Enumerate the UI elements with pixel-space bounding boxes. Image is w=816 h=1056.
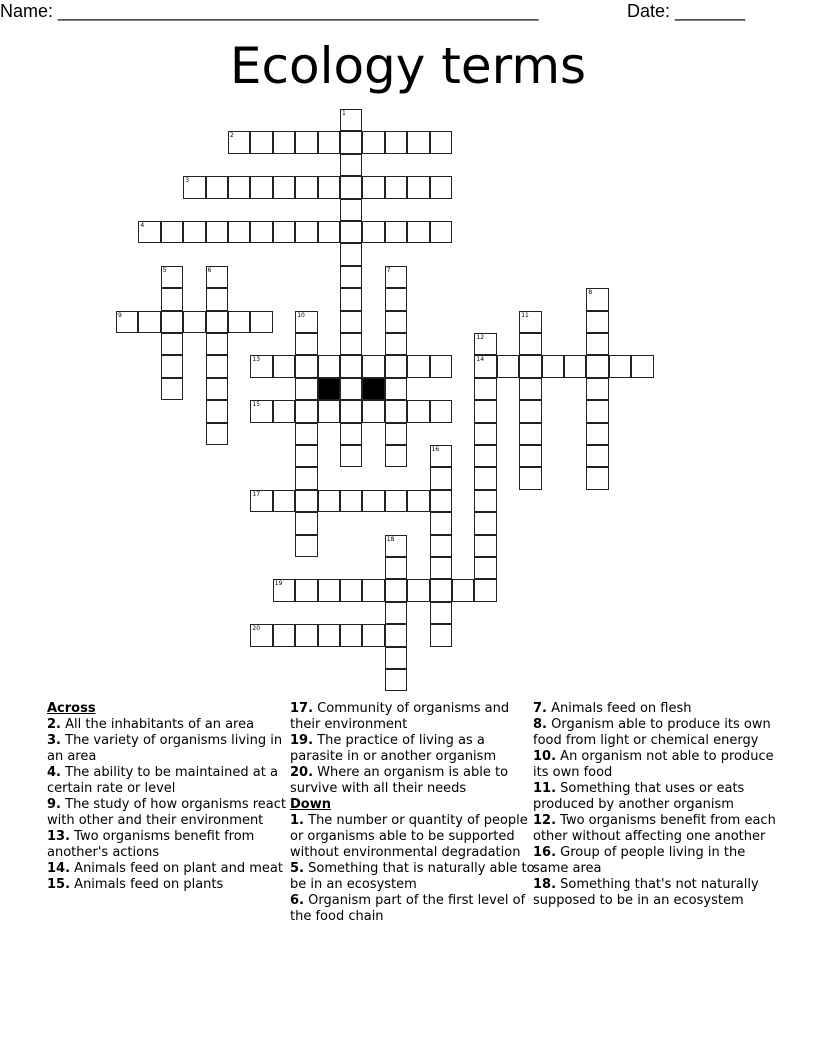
clue-text: Community of organisms and their environment <box>290 701 510 732</box>
grid-cell[interactable] <box>385 557 407 579</box>
clue-number-label: 17 <box>252 490 261 498</box>
grid-cell[interactable] <box>295 535 317 557</box>
clue-column-3 <box>533 701 778 909</box>
grid-cell[interactable] <box>385 311 407 333</box>
grid-cell[interactable] <box>362 131 384 153</box>
grid-cell[interactable] <box>385 423 407 445</box>
clue-item <box>47 717 292 733</box>
grid-cell[interactable] <box>407 221 429 243</box>
grid-cell[interactable] <box>183 176 205 198</box>
clue-item <box>47 829 292 861</box>
grid-cell[interactable] <box>385 176 407 198</box>
grid-cell[interactable] <box>273 490 295 512</box>
grid-cell[interactable] <box>385 579 407 601</box>
grid-cell[interactable] <box>519 400 541 422</box>
grid-cell[interactable] <box>116 311 138 333</box>
grid-cell[interactable] <box>362 579 384 601</box>
clue-number-label: 8 <box>588 289 593 297</box>
grid-cell[interactable] <box>407 400 429 422</box>
grid-cell[interactable] <box>161 378 183 400</box>
clue-number: 8. <box>533 717 547 732</box>
grid-cell[interactable] <box>340 311 362 333</box>
grid-cell[interactable] <box>362 176 384 198</box>
clue-text: An organism not able to produce its own food <box>533 749 774 780</box>
page-title: Ecology terms <box>229 37 587 95</box>
clue-number: 20. <box>290 765 314 780</box>
grid-cell[interactable] <box>385 669 407 691</box>
grid-cell[interactable] <box>161 355 183 377</box>
grid-cell[interactable] <box>385 131 407 153</box>
grid-cell[interactable] <box>586 445 608 467</box>
grid-cell[interactable] <box>362 400 384 422</box>
grid-cell[interactable] <box>519 333 541 355</box>
clue-text: Something that uses or eats produced by another organism <box>533 781 745 812</box>
clue-number: 2. <box>47 717 61 732</box>
grid-cell[interactable] <box>586 423 608 445</box>
grid-cell[interactable] <box>340 579 362 601</box>
clue-item <box>533 749 778 781</box>
grid-cell[interactable] <box>519 423 541 445</box>
grid-cell[interactable] <box>295 579 317 601</box>
clue-number-label: 1 <box>342 110 346 117</box>
grid-cell[interactable] <box>474 535 496 557</box>
clue-text: The study of how organisms react with other and their environment <box>47 797 286 828</box>
grid-cell[interactable] <box>206 266 228 288</box>
grid-cell[interactable] <box>385 602 407 624</box>
clue-number: 6. <box>290 893 304 908</box>
grid-cell[interactable] <box>474 445 496 467</box>
grid-cell[interactable] <box>295 445 317 467</box>
grid-cell[interactable] <box>586 378 608 400</box>
grid-cell[interactable] <box>385 355 407 377</box>
grid-cell[interactable] <box>228 221 250 243</box>
clue-number: 14. <box>47 861 71 876</box>
clue-heading: Across <box>47 701 96 716</box>
grid-cell[interactable] <box>430 400 452 422</box>
date-field[interactable]: Date: _______ <box>627 1 746 21</box>
grid-cell[interactable] <box>407 490 429 512</box>
grid-cell[interactable] <box>340 131 362 153</box>
grid-cell[interactable] <box>318 176 340 198</box>
clue-item <box>533 701 778 717</box>
grid-cell[interactable] <box>318 624 340 646</box>
clue-number-label: 14 <box>476 356 485 364</box>
clue-text: The ability to be maintained at a certain rate or level <box>47 765 278 796</box>
grid-cell[interactable] <box>340 266 362 288</box>
grid-cell[interactable] <box>340 400 362 422</box>
clue-number: 13. <box>47 829 71 844</box>
grid-cell[interactable] <box>273 579 295 601</box>
grid-cell[interactable] <box>519 311 541 333</box>
grid-cell[interactable] <box>474 423 496 445</box>
grid-cell[interactable] <box>407 131 429 153</box>
grid-cell[interactable] <box>273 221 295 243</box>
clue-item <box>290 733 535 765</box>
grid-cell[interactable] <box>385 445 407 467</box>
clue-item <box>290 813 535 861</box>
clue-item <box>533 813 778 845</box>
grid-cell[interactable] <box>385 490 407 512</box>
grid-cell[interactable] <box>519 378 541 400</box>
grid-cell[interactable] <box>474 557 496 579</box>
grid-cell[interactable] <box>183 221 205 243</box>
grid-cell[interactable] <box>295 378 317 400</box>
grid-cell[interactable] <box>430 535 452 557</box>
grid-cell[interactable] <box>161 221 183 243</box>
grid-cell[interactable] <box>295 221 317 243</box>
grid-cell[interactable] <box>385 333 407 355</box>
grid-cell[interactable] <box>206 400 228 422</box>
grid-cell[interactable] <box>407 176 429 198</box>
grid-cell[interactable] <box>295 512 317 534</box>
grid-cell[interactable] <box>340 154 362 176</box>
grid-cell[interactable] <box>295 467 317 489</box>
clue-number-label: 18 <box>386 535 395 543</box>
clue-item <box>47 733 292 765</box>
clue-text: Two organisms benefit from each other without affecting one another <box>533 813 776 844</box>
clue-text: Something that is naturally able to be in an ecosystem <box>290 861 535 892</box>
grid-cell[interactable] <box>340 490 362 512</box>
clue-item <box>290 701 535 733</box>
clue-text: Two organisms benefit from another's actions <box>47 829 255 860</box>
grid-cell[interactable] <box>183 311 205 333</box>
grid-cell[interactable] <box>385 535 407 557</box>
grid-cell[interactable] <box>206 333 228 355</box>
grid-cell[interactable] <box>206 176 228 198</box>
grid-cell[interactable] <box>340 199 362 221</box>
grid-cell[interactable] <box>318 131 340 153</box>
clue-number-label: 5 <box>162 266 167 274</box>
grid-cell[interactable] <box>295 624 317 646</box>
grid-cell[interactable] <box>586 400 608 422</box>
clue-number-label: 16 <box>431 446 440 453</box>
grid-cell[interactable] <box>430 467 452 489</box>
name-field[interactable]: Name: ________________________________________________ <box>0 1 539 21</box>
grid-cell[interactable] <box>474 378 496 400</box>
grid-cell[interactable] <box>430 490 452 512</box>
grid-cell[interactable] <box>318 579 340 601</box>
grid-cell[interactable] <box>519 467 541 489</box>
crossword-grid <box>116 109 676 699</box>
grid-cell[interactable] <box>206 355 228 377</box>
grid-cell[interactable] <box>586 333 608 355</box>
grid-cell[interactable] <box>474 512 496 534</box>
grid-cell[interactable] <box>519 355 541 377</box>
clue-item <box>290 765 535 797</box>
grid-cell[interactable] <box>295 333 317 355</box>
grid-cell[interactable] <box>586 467 608 489</box>
clue-number: 16. <box>533 845 557 860</box>
grid-cell[interactable] <box>385 378 407 400</box>
grid-cell[interactable] <box>340 355 362 377</box>
grid-cell[interactable] <box>228 176 250 198</box>
grid-cell[interactable] <box>542 355 564 377</box>
grid-cell[interactable] <box>318 221 340 243</box>
grid-cell[interactable] <box>161 333 183 355</box>
clue-number: 7. <box>533 701 547 716</box>
grid-cell[interactable] <box>385 647 407 669</box>
clue-text: Animals feed on flesh <box>551 701 692 716</box>
grid-cell[interactable] <box>161 288 183 310</box>
grid-cell[interactable] <box>474 333 496 355</box>
grid-cell[interactable] <box>295 355 317 377</box>
grid-cell[interactable] <box>474 579 496 601</box>
grid-cell[interactable] <box>228 131 250 153</box>
grid-cell[interactable] <box>362 355 384 377</box>
grid-cell[interactable] <box>250 311 272 333</box>
grid-cell[interactable] <box>340 333 362 355</box>
grid-cell[interactable] <box>318 400 340 422</box>
clue-number-label: 3 <box>185 177 190 185</box>
grid-cell[interactable] <box>250 131 272 153</box>
clue-number: 12. <box>533 813 557 828</box>
grid-cell[interactable] <box>609 355 631 377</box>
clue-number-label: 20 <box>252 625 261 633</box>
clue-number-label: 15 <box>252 401 261 409</box>
clue-number-label: 4 <box>140 222 145 229</box>
clue-number: 17. <box>290 701 314 716</box>
grid-cell[interactable] <box>161 311 183 333</box>
grid-cell[interactable] <box>340 378 362 400</box>
clue-text: Animals feed on plant and meat <box>74 861 283 876</box>
grid-cell[interactable] <box>138 221 160 243</box>
clue-number-label: 9 <box>118 311 122 319</box>
clue-item <box>47 877 292 893</box>
grid-cell[interactable] <box>474 400 496 422</box>
clue-number-label: 10 <box>297 311 305 319</box>
clue-text: The practice of living as a parasite in or another organism <box>290 733 497 764</box>
grid-cell[interactable] <box>161 266 183 288</box>
grid-cell[interactable] <box>430 557 452 579</box>
clue-number-label: 2 <box>230 132 234 140</box>
grid-cell[interactable] <box>586 288 608 310</box>
clue-item <box>533 845 778 877</box>
clue-item <box>533 781 778 813</box>
clue-text: Organism part of the first level of the food chain <box>290 893 526 924</box>
grid-cell[interactable] <box>295 490 317 512</box>
grid-cell[interactable] <box>295 176 317 198</box>
grid-cell[interactable] <box>250 624 272 646</box>
clue-text: The number or quantity of people or organisms able to be supported without environmental degradation <box>290 813 528 860</box>
grid-cell[interactable] <box>631 355 653 377</box>
grid-cell[interactable] <box>452 579 474 601</box>
clue-number-label: 6 <box>207 266 212 274</box>
grid-cell[interactable] <box>273 176 295 198</box>
clue-column-1 <box>47 701 292 893</box>
grid-cell[interactable] <box>362 624 384 646</box>
clue-number: 15. <box>47 877 71 892</box>
grid-cell[interactable] <box>273 355 295 377</box>
clue-text: Animals feed on plants <box>74 877 224 892</box>
clue-item <box>47 765 292 797</box>
grid-cell[interactable] <box>318 355 340 377</box>
grid-cell[interactable] <box>430 355 452 377</box>
grid-cell[interactable] <box>206 311 228 333</box>
grid-cell[interactable] <box>430 579 452 601</box>
clue-heading: Down <box>290 797 331 812</box>
clue-number: 10. <box>533 749 557 764</box>
grid-cell[interactable] <box>250 176 272 198</box>
grid-cell[interactable] <box>362 490 384 512</box>
clue-number-label: 12 <box>476 334 485 341</box>
grid-cell[interactable] <box>430 602 452 624</box>
grid-cell[interactable] <box>340 624 362 646</box>
grid-cell[interactable] <box>430 512 452 534</box>
grid-cell[interactable] <box>385 400 407 422</box>
grid-cell[interactable] <box>385 221 407 243</box>
grid-cell[interactable] <box>340 243 362 265</box>
clue-number-label: 7 <box>386 266 391 274</box>
clue-column-2 <box>290 701 535 925</box>
grid-cell[interactable] <box>318 490 340 512</box>
clue-number: 19. <box>290 733 314 748</box>
grid-cell[interactable] <box>430 131 452 153</box>
clue-text: Organism able to produce its own food from light or chemical energy <box>533 717 771 748</box>
grid-cell[interactable] <box>385 266 407 288</box>
clue-number: 18. <box>533 877 557 892</box>
grid-cell[interactable] <box>273 400 295 422</box>
grid-cell[interactable] <box>586 311 608 333</box>
clue-number: 3. <box>47 733 61 748</box>
grid-cell[interactable] <box>250 490 272 512</box>
grid-cell[interactable] <box>295 400 317 422</box>
grid-cell[interactable] <box>586 355 608 377</box>
grid-cell[interactable] <box>295 131 317 153</box>
grid-cell[interactable] <box>430 221 452 243</box>
clue-item <box>47 797 292 829</box>
black-square <box>362 378 384 400</box>
grid-cell[interactable] <box>385 624 407 646</box>
clue-number: 5. <box>290 861 304 876</box>
clue-item <box>533 877 778 909</box>
clue-number: 4. <box>47 765 61 780</box>
grid-cell[interactable] <box>430 624 452 646</box>
grid-cell[interactable] <box>206 423 228 445</box>
clue-text: Where an organism is able to survive with all their needs <box>290 765 509 796</box>
grid-cell[interactable] <box>430 176 452 198</box>
grid-cell[interactable] <box>340 221 362 243</box>
clue-item <box>290 893 535 925</box>
grid-cell[interactable] <box>407 579 429 601</box>
grid-cell[interactable] <box>340 423 362 445</box>
grid-cell[interactable] <box>385 288 407 310</box>
grid-cell[interactable] <box>250 400 272 422</box>
grid-cell[interactable] <box>206 221 228 243</box>
grid-cell[interactable] <box>273 131 295 153</box>
grid-cell[interactable] <box>340 109 362 131</box>
grid-cell[interactable] <box>138 311 160 333</box>
grid-cell[interactable] <box>497 355 519 377</box>
clue-number: 1. <box>290 813 304 828</box>
grid-cell[interactable] <box>295 423 317 445</box>
grid-cell[interactable] <box>206 288 228 310</box>
grid-cell[interactable] <box>228 311 250 333</box>
clue-number-label: 19 <box>274 580 283 588</box>
clue-text: All the inhabitants of an area <box>65 717 255 732</box>
grid-cell[interactable] <box>519 445 541 467</box>
clue-item <box>533 717 778 749</box>
clue-text: Something that's not naturally supposed to be in an ecosystem <box>533 877 759 908</box>
clue-number: 11. <box>533 781 557 796</box>
grid-cell[interactable] <box>362 221 384 243</box>
grid-cell[interactable] <box>340 288 362 310</box>
clue-text: Group of people living in the same area <box>533 845 746 876</box>
clue-item <box>47 861 292 877</box>
clue-number-label: 13 <box>252 356 261 364</box>
grid-cell[interactable] <box>273 624 295 646</box>
grid-cell[interactable] <box>250 355 272 377</box>
grid-cell[interactable] <box>474 490 496 512</box>
clue-text: The variety of organisms living in an area <box>47 733 283 764</box>
grid-cell[interactable] <box>564 355 586 377</box>
grid-cell[interactable] <box>295 311 317 333</box>
grid-cell[interactable] <box>340 445 362 467</box>
grid-cell[interactable] <box>250 221 272 243</box>
clue-number-label: 11 <box>521 311 529 319</box>
clue-item <box>290 861 535 893</box>
grid-cell[interactable] <box>474 467 496 489</box>
grid-cell[interactable] <box>430 445 452 467</box>
grid-cell[interactable] <box>206 378 228 400</box>
grid-cell[interactable] <box>474 355 496 377</box>
black-square <box>318 378 340 400</box>
clue-number: 9. <box>47 797 61 812</box>
grid-cell[interactable] <box>340 176 362 198</box>
grid-cell[interactable] <box>407 355 429 377</box>
